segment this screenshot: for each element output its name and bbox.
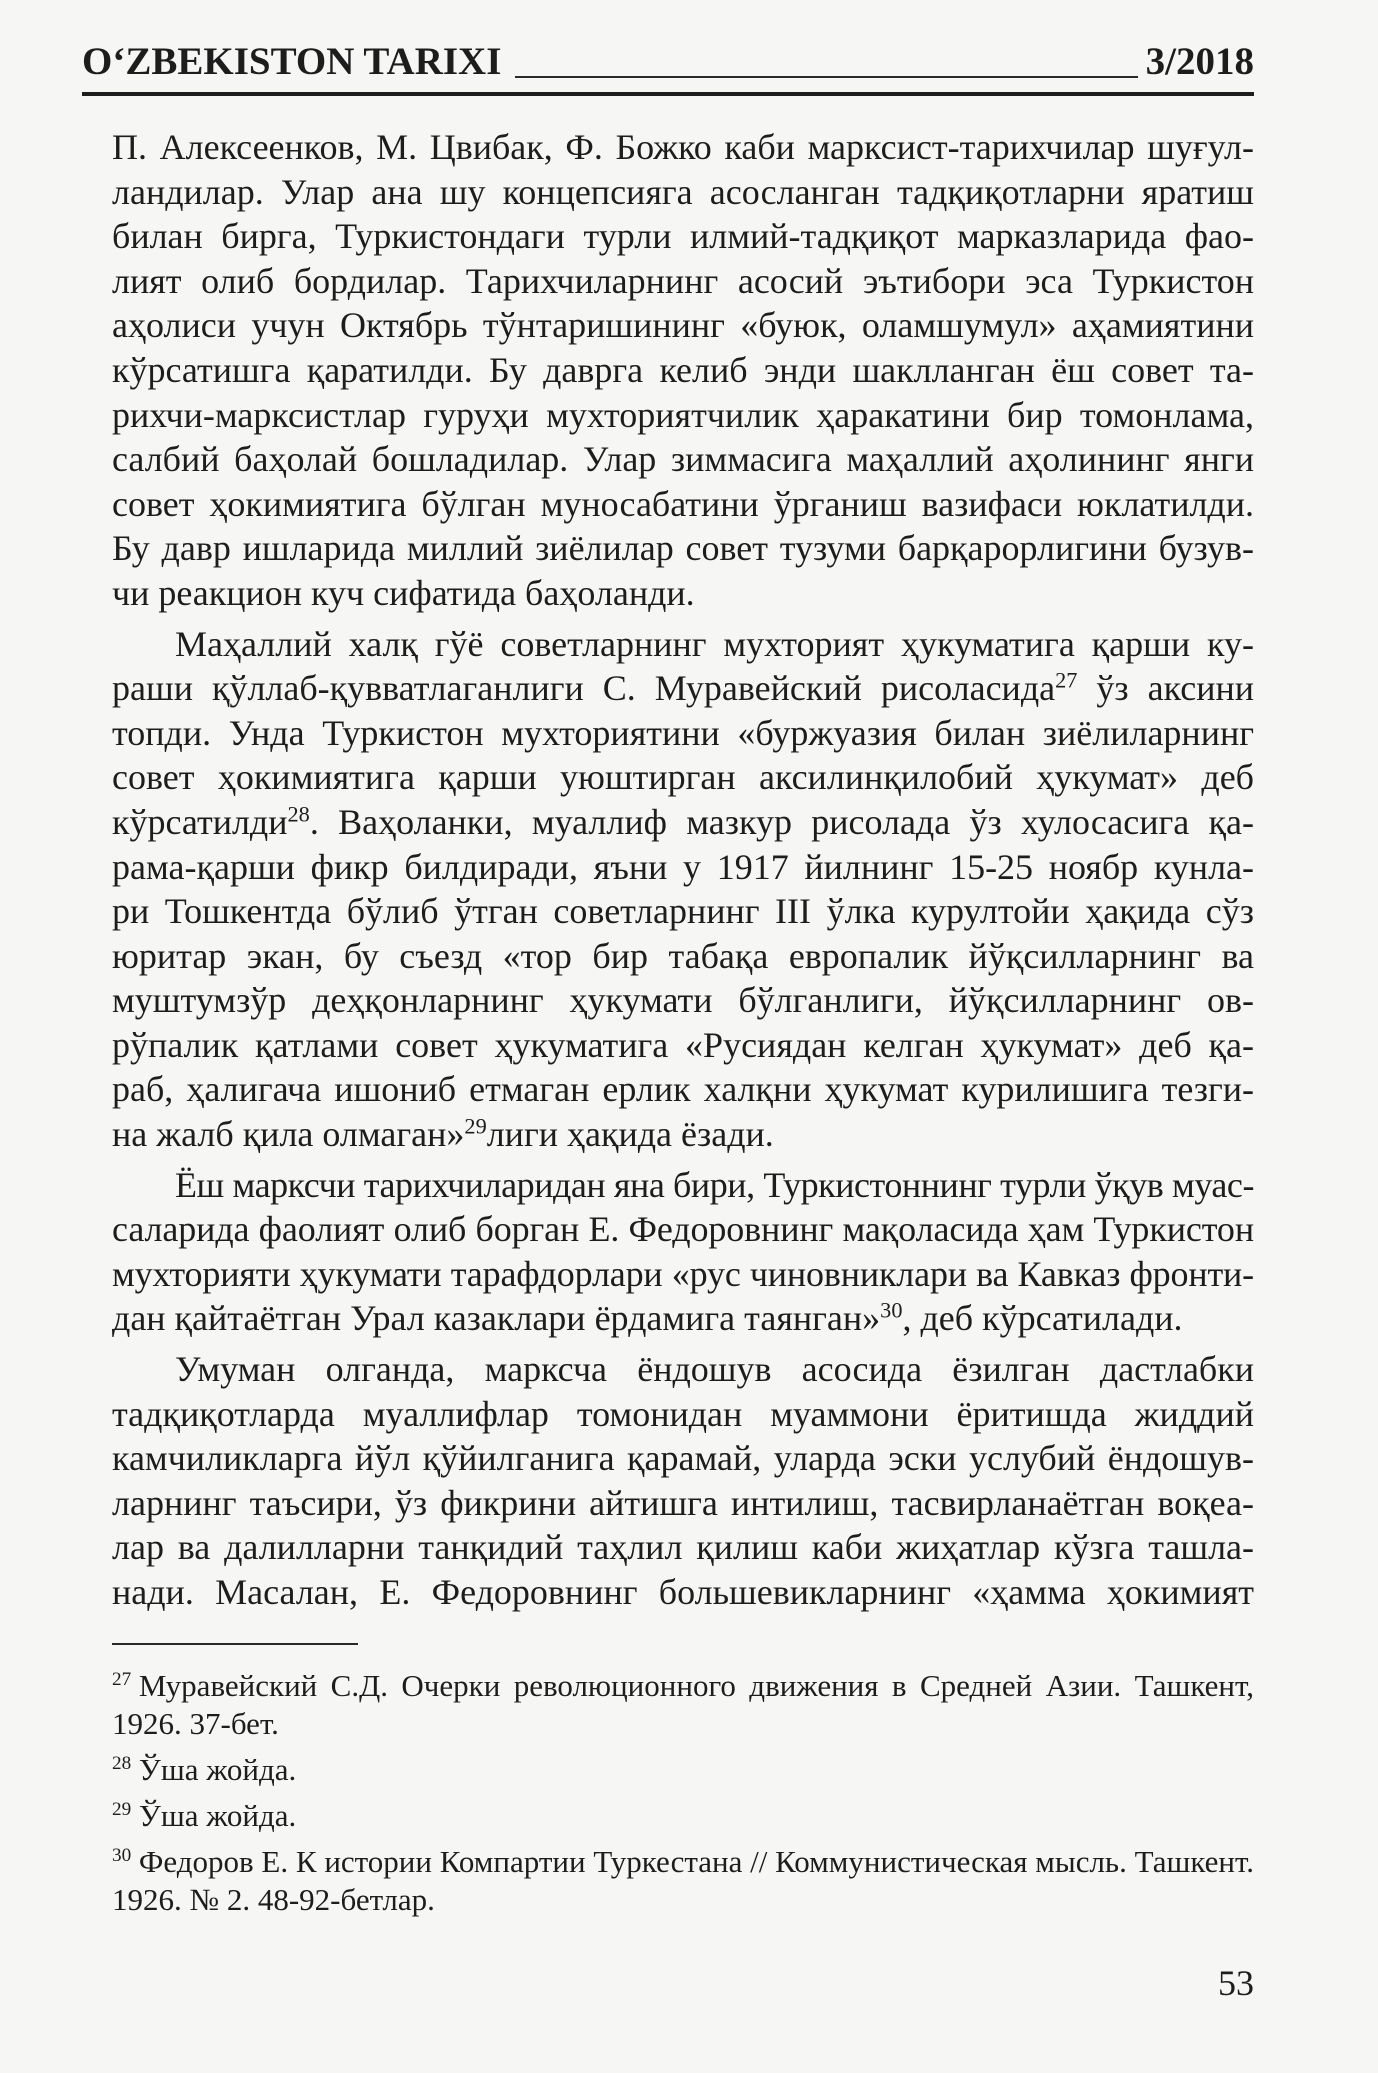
text-run: салбий баҳолай бошладилар. Улар зиммасига маҳаллий аҳолининг янги <box>112 439 1254 480</box>
body-line <box>112 800 1254 845</box>
body-line <box>112 1296 1254 1341</box>
footnote-reference: 27 <box>1055 667 1078 693</box>
footnote <box>112 1797 1254 1835</box>
page-number: 53 <box>1218 1963 1254 2003</box>
text-run: совет ҳокимиятига бўлган муносабатини ўрганиш вазифаси юклатилди. <box>112 483 1254 524</box>
footnote <box>112 1667 1254 1743</box>
footnote-reference: 28 <box>287 801 310 827</box>
text-run: дан қайтаётган Урал казаклари ёрдамига таянган» <box>112 1298 881 1339</box>
text-run: тадқиқотларда муаллифлар томонидан муаммони ёритишда жиддий <box>112 1393 1254 1434</box>
footnote-line <box>112 1751 1254 1789</box>
body-line <box>112 170 1254 215</box>
body-line <box>112 1570 1254 1615</box>
footnote-line <box>112 1705 1254 1743</box>
text-run: лар ва далилларни танқидий таҳлил қилиш каби жиҳатлар кўзга ташла- <box>112 1527 1254 1568</box>
text-run: Ўша жойда. <box>138 1752 297 1787</box>
text-run: рўпалик қатлами совет ҳукуматига «Русиядан келган ҳукумат» деб қа- <box>112 1024 1254 1065</box>
text-run: рама-қарши фикр билдиради, яъни у 1917 йилнинг 15-25 ноябр кунла- <box>112 846 1254 887</box>
body-line <box>112 1525 1254 1570</box>
text-run: ўз аксини <box>1077 668 1254 709</box>
text-run: Маҳаллий халқ гўё советларнинг мухторият ҳукуматига қарши ку- <box>175 623 1254 664</box>
text-run: чи реакцион куч сифатида баҳоланди. <box>112 572 695 613</box>
footnote-number: 30 <box>112 1845 132 1867</box>
body-line <box>112 978 1254 1023</box>
footnote-number: 27 <box>112 1669 132 1691</box>
footnotes <box>112 1667 1254 1919</box>
body-line <box>112 889 1254 934</box>
paragraph <box>112 125 1254 616</box>
paragraph <box>112 1163 1254 1341</box>
body-line <box>112 1023 1254 1068</box>
text-run: мухторияти ҳукумати тарафдорлари «рус чиновниклари ва Кавказ фронти- <box>112 1253 1254 1294</box>
running-header <box>82 42 1254 81</box>
footnote-separator <box>112 1643 358 1645</box>
text-run: саларида фаолият олиб борган Е. Федоровнинг мақоласида ҳам Туркистон <box>112 1209 1254 1250</box>
text-run: кўрсатилди <box>112 801 288 842</box>
body-line <box>112 1112 1254 1157</box>
footnote-number: 29 <box>112 1799 132 1821</box>
article-body <box>112 125 1254 1615</box>
text-run: на жалб қила олмаган» <box>112 1114 465 1155</box>
text-run: камчиликларга йўл қўйилганига қарамай, уларда эски услубий ёндошув- <box>112 1438 1254 1479</box>
text-run: кўрсатишга қаратилди. Бу даврга келиб энди шаклланган ёш совет та- <box>112 349 1254 390</box>
body-line <box>112 348 1254 393</box>
body-line <box>112 393 1254 438</box>
body-line <box>112 526 1254 571</box>
issue-number: 3/2018 <box>1145 40 1254 83</box>
text-run: муштумзўр деҳқонларнинг ҳукумати бўлганлиги, йўқсилларнинг ов- <box>112 980 1254 1021</box>
body-line <box>112 303 1254 348</box>
text-run: . Ваҳоланки, муаллиф мазкур рисолада ўз хулосасига қа- <box>309 801 1254 842</box>
body-line <box>112 622 1254 667</box>
footnote <box>112 1843 1254 1919</box>
body-line <box>112 1436 1254 1481</box>
text-run: лиги ҳақида ёзади. <box>486 1114 774 1155</box>
text-run: рихчи-марксистлар гуруҳи мухториятчилик ҳаракатини бир томонлама, <box>112 394 1254 435</box>
body-line <box>112 214 1254 259</box>
text-run: билан бирга, Туркистондаги турли илмий-тадқиқот марказларида фао- <box>112 216 1254 257</box>
text-run: топди. Унда Туркистон мухториятини «буржуазия билан зиёлиларнинг <box>112 712 1254 753</box>
footnote-reference: 30 <box>880 1298 903 1324</box>
body-line <box>112 125 1254 170</box>
body-line <box>112 1163 1254 1208</box>
text-run: , деб кўрсатилади. <box>902 1298 1183 1339</box>
body-line <box>112 845 1254 890</box>
text-run: Ёш марксчи тарихчиларидан яна бири, Туркистоннинг турли ўқув муас- <box>175 1164 1254 1205</box>
footnote-line <box>112 1843 1254 1881</box>
text-run: ларнинг таъсири, ўз фикрини айтишга интилиш, тасвирланаётган воқеа- <box>112 1482 1254 1523</box>
text-run: раши қўллаб-қувватлаганлиги С. Муравейский рисоласида <box>112 668 1056 709</box>
body-line <box>112 1252 1254 1297</box>
header-divider <box>82 92 1254 96</box>
footnote-line <box>112 1797 1254 1835</box>
body-line <box>112 755 1254 800</box>
body-line <box>112 666 1254 711</box>
body-line <box>112 1207 1254 1252</box>
footnote-reference: 29 <box>464 1113 487 1139</box>
body-line <box>112 482 1254 527</box>
body-line <box>112 571 1254 616</box>
journal-title: O‘ZBEKISTON TARIXI <box>82 40 502 83</box>
text-run: 1926. 37-бет. <box>112 1706 279 1741</box>
body-line <box>112 934 1254 979</box>
body-line <box>112 259 1254 304</box>
body-line <box>112 1481 1254 1526</box>
text-run: лият олиб бордилар. Тарихчиларнинг асосий эътибори эса Туркистон <box>112 260 1254 301</box>
text-run: Федоров Е. К истории Компартии Туркестана // Коммунистическая мысль. Ташкент. <box>138 1844 1254 1879</box>
footnote-number: 28 <box>112 1753 132 1775</box>
text-run: П. Алексеенков, М. Цвибак, Ф. Божко каби марксист-тарихчилар шуғул- <box>112 127 1254 167</box>
text-run: ри Тошкентда бўлиб ўтган советларнинг III ўлка курултойи ҳақида сўз <box>112 891 1254 932</box>
text-run: Бу давр ишларида миллий зиёлилар совет тузуми барқарорлигини бузув- <box>112 528 1254 569</box>
footnote <box>112 1751 1254 1789</box>
footnote-line <box>112 1667 1254 1705</box>
body-line <box>112 1067 1254 1112</box>
text-run: Умуман олганда, марксча ёндошув асосида ёзилган дастлабки <box>175 1349 1254 1390</box>
body-line <box>112 1392 1254 1437</box>
body-line <box>112 711 1254 756</box>
text-run: нади. Масалан, Е. Федоровнинг большевикларнинг «ҳамма ҳокимият <box>112 1572 1254 1612</box>
body-line <box>112 437 1254 482</box>
text-run: совет ҳокимиятига қарши уюштирган аксилинқилобий ҳукумат» деб <box>112 757 1254 798</box>
paragraph <box>112 1347 1254 1615</box>
text-run: юритар экан, бу съезд «тор бир табақа европалик йўқсилларнинг ва <box>112 935 1254 976</box>
text-run: аҳолиси учун Октябрь тўнтаришининг «буюк, оламшумул» аҳамиятини <box>112 305 1254 346</box>
text-run: раб, ҳалигача ишониб етмаган ерлик халқни ҳукумат курилишига тезги- <box>112 1069 1254 1110</box>
footnote-line <box>112 1881 1254 1919</box>
text-run: 1926. № 2. 48-92-бетлар. <box>112 1882 435 1917</box>
header-rule <box>515 76 1137 78</box>
paragraph <box>112 622 1254 1157</box>
text-run: ландилар. Улар ана шу концепсияга асосланган тадқиқотларни яратиш <box>112 171 1254 212</box>
body-line <box>112 1347 1254 1392</box>
text-run: Ўша жойда. <box>138 1798 297 1833</box>
text-run: Муравейский С.Д. Очерки революционного движения в Средней Азии. Ташкент, <box>138 1668 1254 1703</box>
